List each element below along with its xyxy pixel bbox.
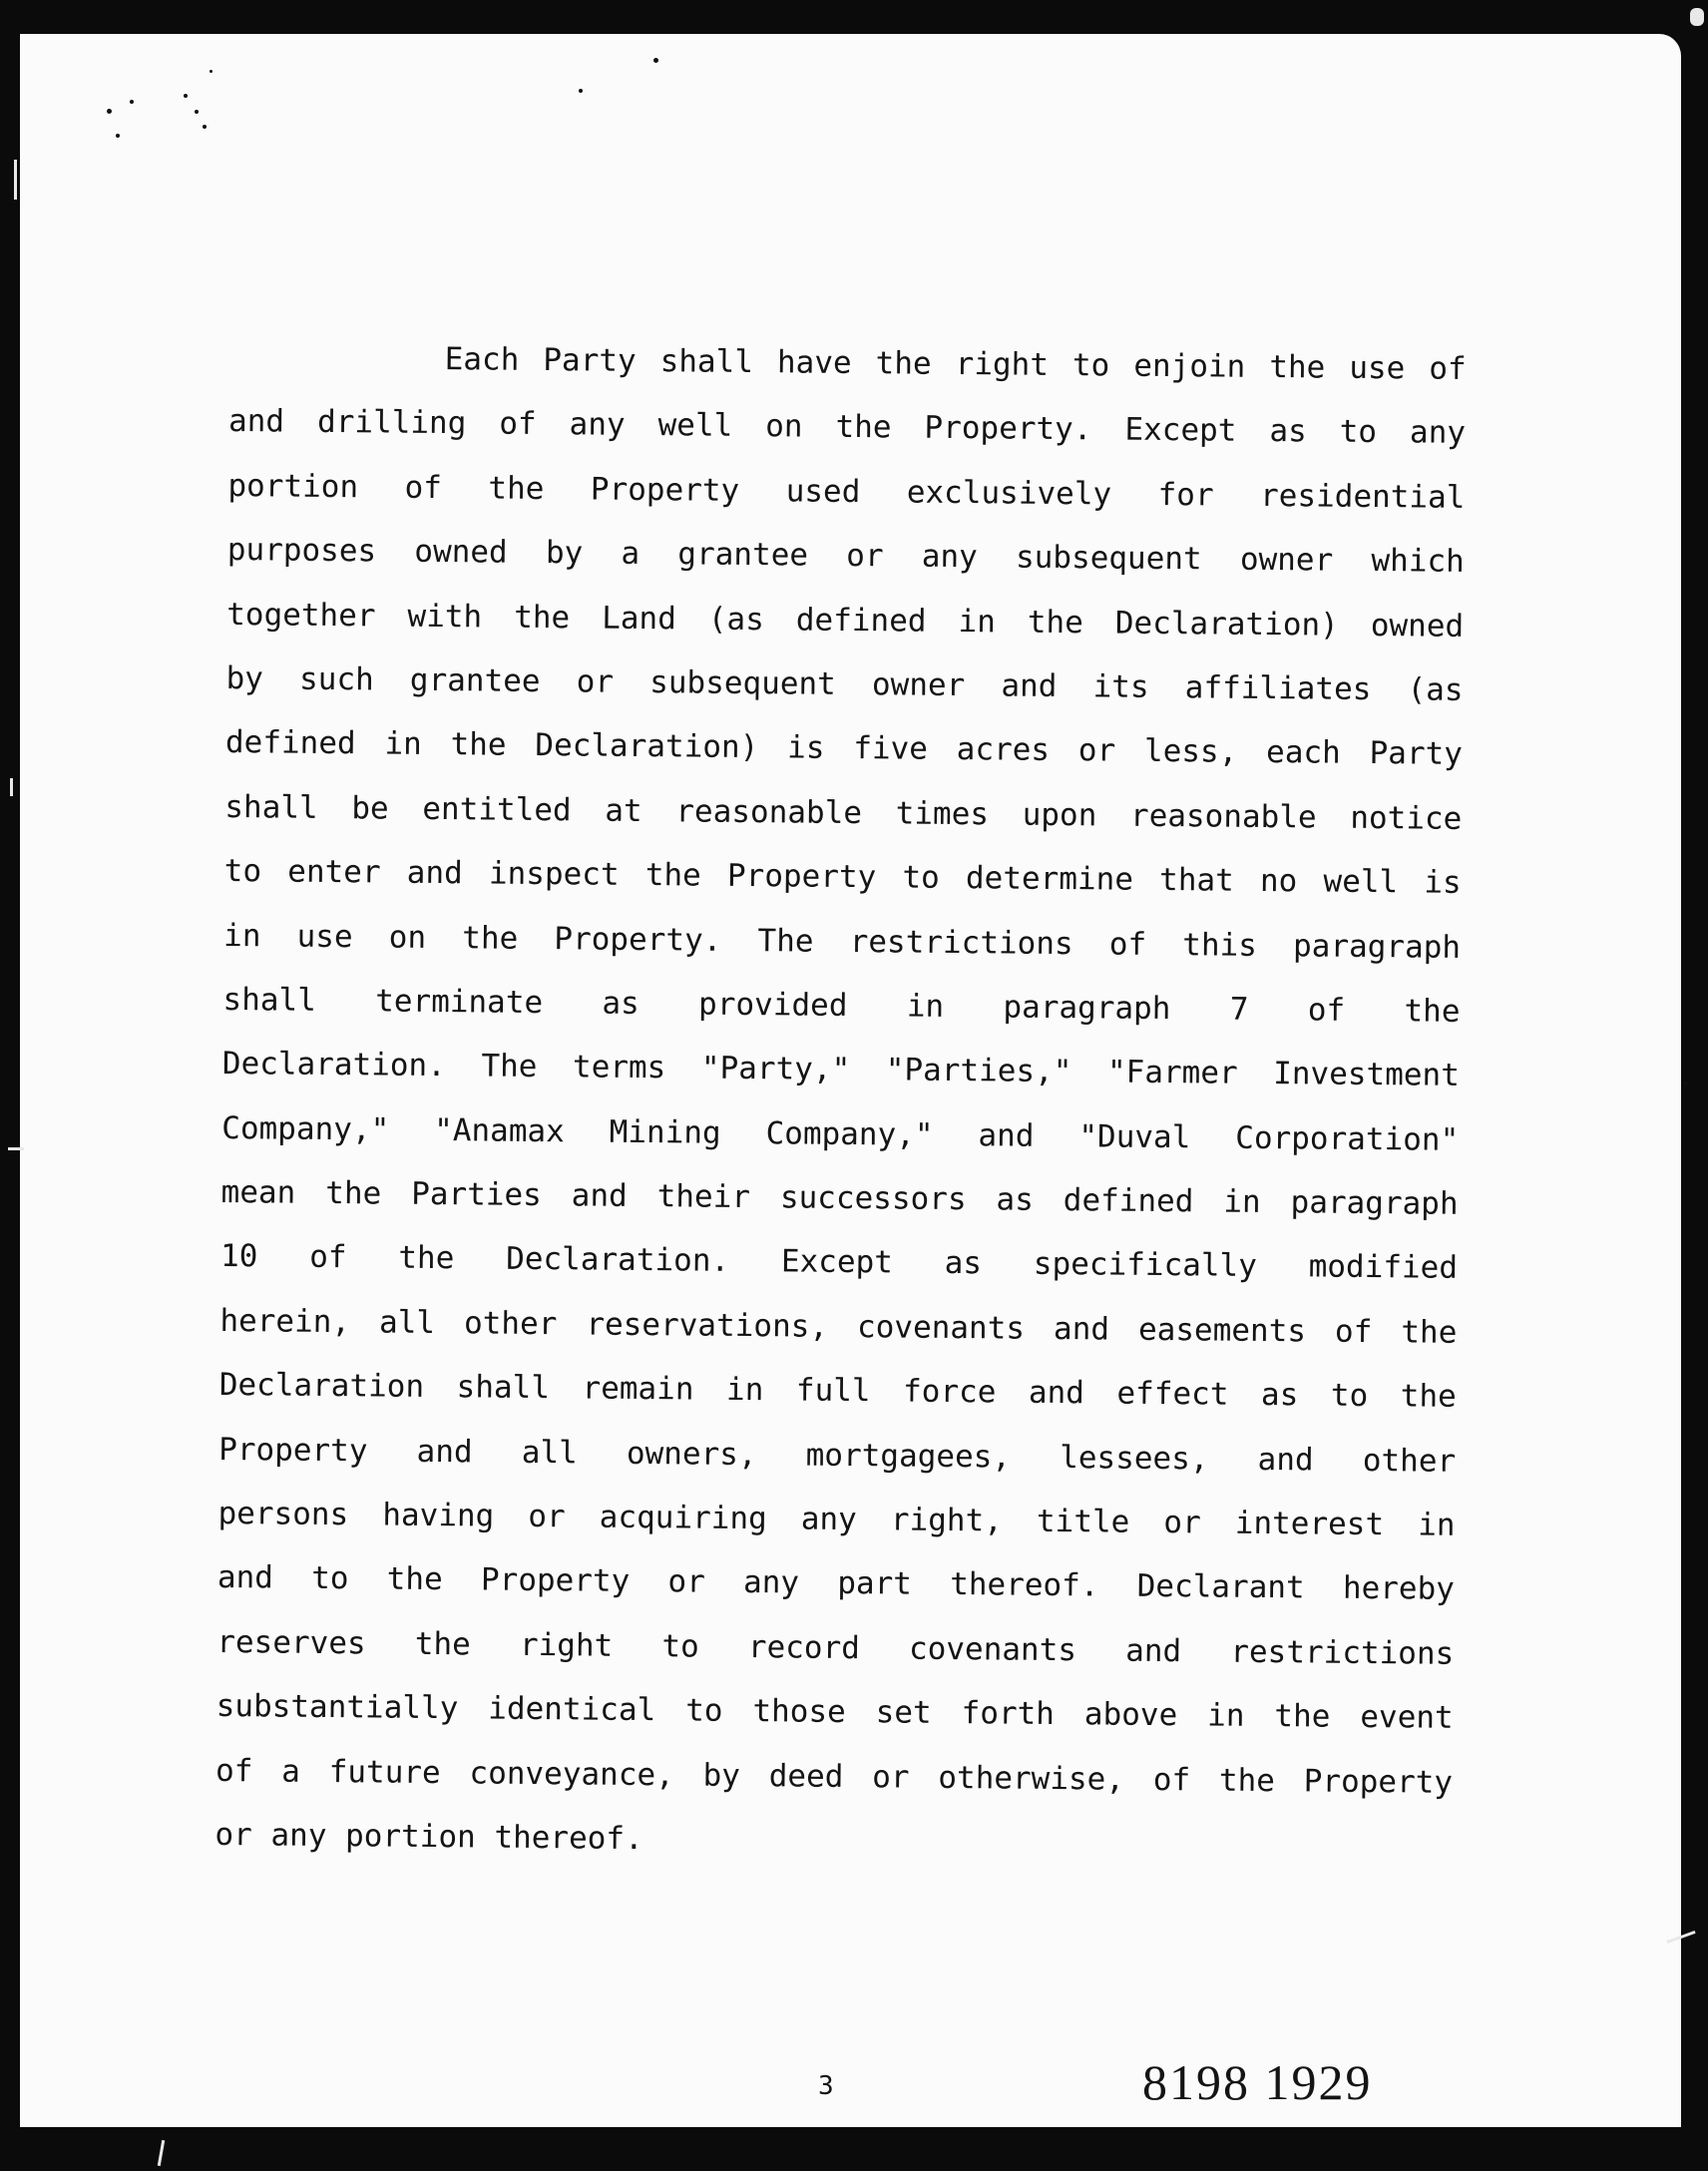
paragraph-line: herein, all other reservations, covenants and easements of the [219,1302,1458,1351]
scan-speck [130,100,134,104]
page-number: 3 [818,2071,834,2101]
paragraph-line: persons having or acquiring any right, title or interest in [217,1495,1456,1543]
paragraph-line: and to the Property or any part thereof. Declarant hereby [216,1559,1456,1608]
paragraph-line: mean the Parties and their successors as defined in paragraph [220,1174,1459,1222]
paragraph-line: defined in the Declaration) is five acres or less, each Party [224,724,1464,773]
paragraph-line: in use on the Property. The restrictions of this paragraph [222,917,1462,966]
scan-speck [579,89,583,93]
paragraph-line: shall be entitled at reasonable times upon reasonable notice [224,788,1463,837]
scan-speck [184,94,188,98]
paragraph-line: by such grantee or subsequent owner and its affiliates (as [225,659,1464,708]
scan-edge-mark [10,778,13,796]
paragraph-line: substantially identical to those set forth above in the event [215,1688,1454,1737]
paragraph-line: of a future conveyance, by deed or otherwise, of the Property [214,1752,1454,1801]
paragraph-line: portion of the Property used exclusively for residential [227,467,1466,516]
scan-speck [107,109,112,114]
paragraph-line: purposes owned by a grantee or any subsequent owner which [226,532,1465,581]
scan-speck [195,110,199,114]
paragraph-line: Declaration shall remain in full force and effect as to the [218,1367,1457,1416]
paragraph-line: together with the Land (as defined in the Declaration) owned [226,596,1465,645]
scan-edge-mark [14,160,17,200]
scan-speck [210,70,213,73]
paragraph-line: Each Party shall have the right to enjoin the use of [444,341,1467,387]
paragraph-line: Company," "Anamax Mining Company," and "Duval Corporation" [221,1109,1460,1158]
paragraph-line: shall terminate as provided in paragraph 7 of the [222,981,1461,1030]
paragraph-line: 10 of the Declaration. Except as specifically modified [219,1238,1459,1287]
paragraph-line: or any portion thereof. [214,1816,643,1858]
paragraph-line: and drilling of any well on the Property. Except as to any [227,403,1467,452]
document-number: 8198 1929 [1142,2054,1373,2110]
scan-edge-mark [158,2140,165,2166]
paragraph-line: to enter and inspect the Property to determine that no well is [223,853,1462,902]
scan-speck [116,134,120,138]
scan-speck [653,58,658,63]
paragraph-line: reserves the right to record covenants and restrictions [216,1623,1455,1672]
paragraph-line: Property and all owners, mortgagees, lessees, and other [218,1431,1457,1480]
document-page [20,34,1681,2127]
scan-edge-mark [8,1147,24,1150]
scan-speck [203,125,207,129]
scan-edge-mark [1690,8,1704,26]
scan-speck [1684,1082,1687,1085]
paragraph-line: Declaration. The terms "Party," "Parties," "Farmer Investment [221,1046,1461,1094]
body-paragraph [214,325,1467,1879]
